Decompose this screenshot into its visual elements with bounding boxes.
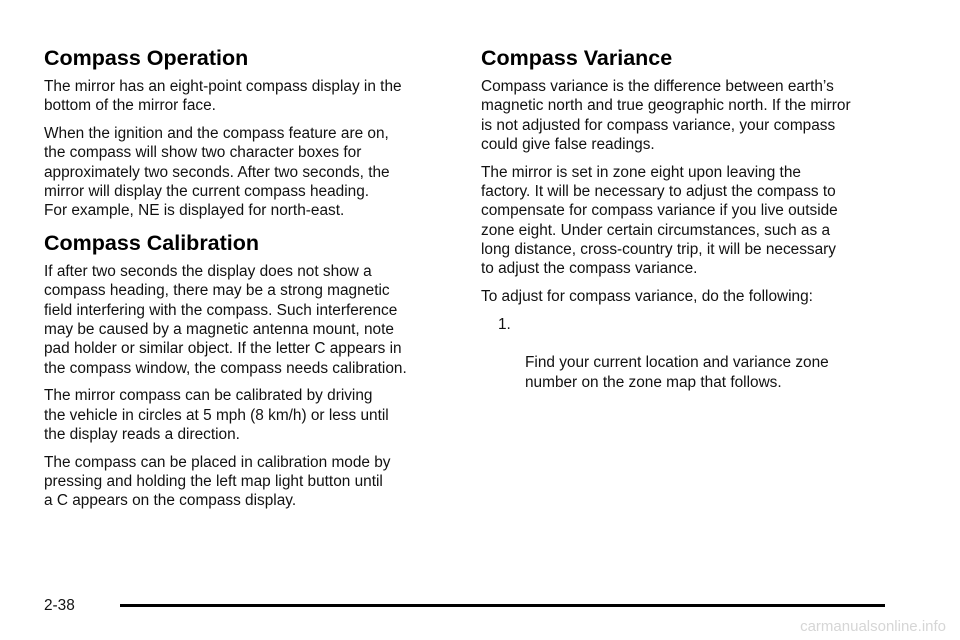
compass-calibration-paragraph: The mirror compass can be calibrated by driving the vehicle in circles at 5 mph (8 km/h) or less until the display reads a direction. <box>44 387 389 443</box>
compass-calibration-paragraph: If after two seconds the display does not show a compass heading, there may be a strong magnetic field interfering with the compass. Such interference may be caused by a magnetic antenna mount, note pad holder or similar object. If the letter C appears in the compass window, the compass needs calibration. <box>44 263 407 377</box>
right-column <box>481 44 881 392</box>
compass-variance-paragraph: Compass variance is the difference between earth’s magnetic north and true geographic north. If the mirror is not adjusted for compass variance, your compass could give false readings. <box>481 78 851 153</box>
compass-operation-paragraph: The mirror has an eight-point compass display in the bottom of the mirror face. <box>44 78 402 115</box>
compass-calibration-heading: Compass Calibration <box>44 231 260 256</box>
list-item-number: 1. <box>498 315 511 333</box>
compass-operation-paragraph: When the ignition and the compass feature are on, the compass will show two character boxes for approximately two seconds. After two seconds, the mirror will display the current compass heading. For example, NE is displayed for north-east. <box>44 125 390 220</box>
compass-variance-heading: Compass Variance <box>481 46 673 70</box>
compass-variance-paragraph: The mirror is set in zone eight upon leaving the factory. It will be necessary to adjust the compass to compensate for compass variance if you live outside zone eight. Under certain circumstances, such as a long distance, cross-country trip, it will be necessary to adjust the compass variance. <box>481 163 838 278</box>
list-item-text: Find your current location and variance zone number on the zone map that follows. <box>525 354 829 391</box>
left-column <box>44 44 444 519</box>
footer-rule <box>120 604 885 607</box>
compass-calibration-section <box>44 229 444 511</box>
watermark: carmanualsonline.info <box>800 618 946 635</box>
page-number: 2-38 <box>44 597 75 614</box>
compass-variance-paragraph: To adjust for compass variance, do the following: <box>481 287 813 305</box>
list-item <box>481 315 881 392</box>
compass-operation-heading: Compass Operation <box>44 46 249 70</box>
compass-variance-section <box>481 44 881 392</box>
compass-operation-section <box>44 44 444 221</box>
compass-calibration-paragraph: The compass can be placed in calibration mode by pressing and holding the left map light button until a C appears on the compass display. <box>44 453 391 510</box>
